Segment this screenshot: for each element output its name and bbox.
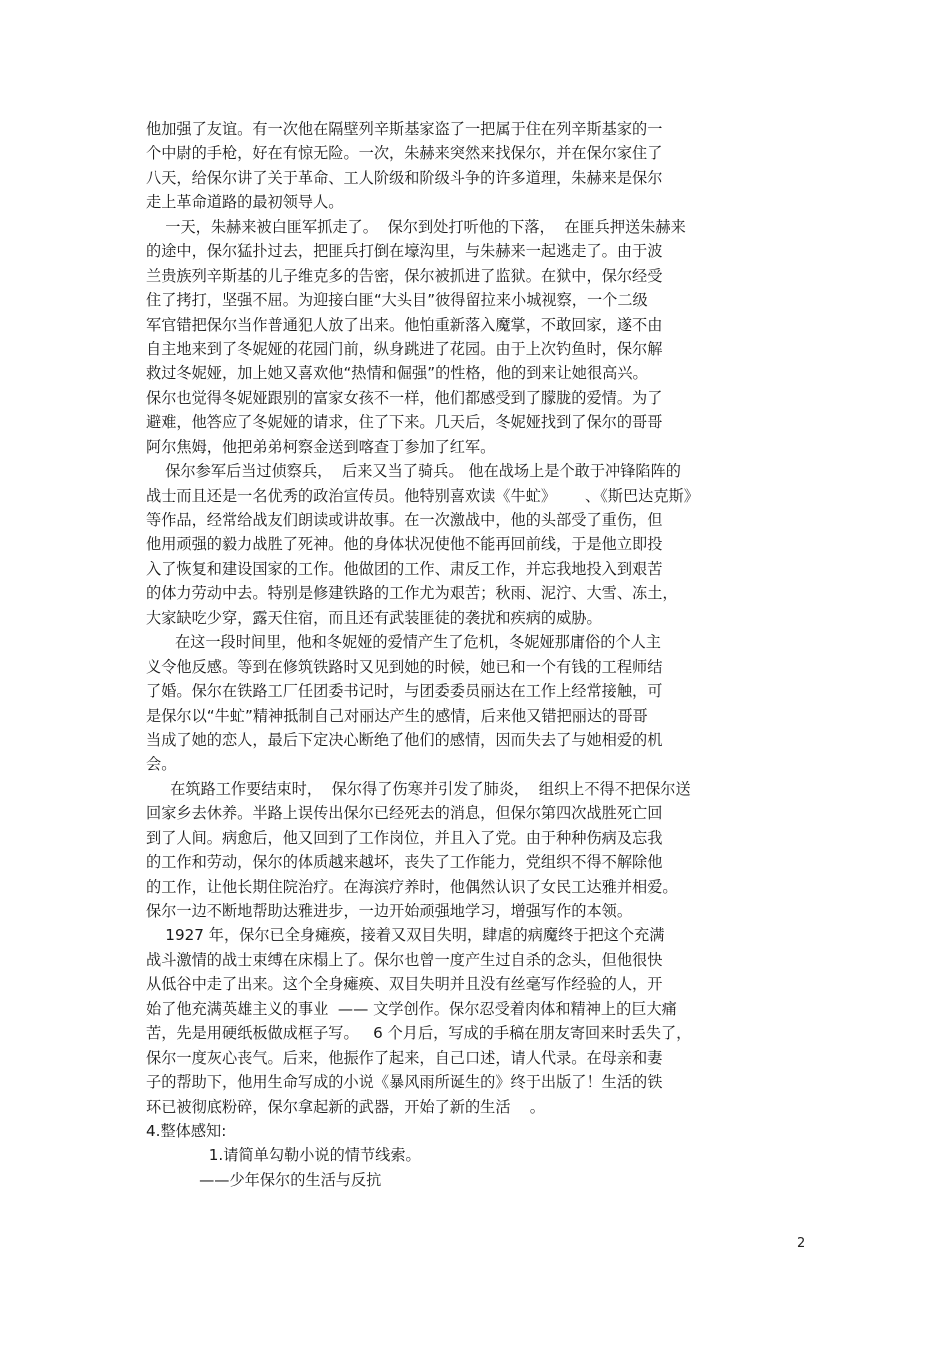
text-line: 1927 年，保尔已全身瘫痪，接着又双目失明，肆虐的病魔终于把这个充满: [146, 926, 665, 945]
text-line: 4.整体感知:: [146, 1121, 227, 1140]
text-line: 了婚。保尔在铁路工厂任团委书记时，与团委委员丽达在工作上经常接触，可: [146, 682, 663, 701]
text-line: 始了他充满英雄主义的事业 —— 文学创作。保尔忍受着肉体和精神上的巨大痛: [146, 999, 677, 1018]
text-line: 的工作和劳动，保尔的体质越来越坏，丧失了工作能力，党组织不得不解除他: [146, 853, 663, 872]
text-line: 八天，给保尔讲了关于革命、工人阶级和阶级斗争的许多道理，朱赫来是保尔: [146, 168, 663, 187]
text-line: 入了恢复和建设国家的工作。他做团的工作、肃反工作，并忘我地投入到艰苦: [146, 559, 663, 578]
text-line: 在筑路工作要结束时， 保尔得了伤寒并引发了肺炎， 组织上不得不把保尔送: [146, 779, 691, 798]
text-line: 子的帮助下，他用生命写成的小说《暴风雨所诞生的》终于出版了！生活的铁: [146, 1073, 663, 1092]
text-line: 在这一段时间里，他和冬妮娅的爱情产生了危机，冬妮娅那庸俗的个人主: [146, 633, 661, 652]
text-line: 保尔一边不断地帮助达雅进步，一边开始顽强地学习，增强写作的本领。: [146, 902, 632, 920]
text-line: 军官错把保尔当作普通犯人放了出来。他怕重新落入魔掌，不敢回家，遂不由: [146, 315, 663, 334]
text-line: 的途中，保尔猛扑过去，把匪兵打倒在壕沟里，与朱赫来一起逃走了。由于波: [146, 242, 663, 261]
text-line: 的体力劳动中去。特别是修建铁路的工作尤为艰苦；秋雨、泥泞、大雪、冻土，: [146, 584, 678, 603]
text-line: 环已被彻底粉碎，保尔拿起新的武器，开始了新的生活 。: [146, 1097, 545, 1116]
text-line: 等作品，经常给战友们朗读或讲故事。在一次激战中，他的头部受了重伤，但: [146, 511, 663, 529]
text-line: 他用顽强的毅力战胜了死神。他的身体状况使他不能再回前线，于是他立即投: [146, 535, 663, 554]
body-text: [146, 117, 806, 1192]
text-line: 会。: [146, 755, 177, 774]
text-line: 救过冬妮娅，加上她又喜欢他“热情和倔强”的性格，他的到来让她很高兴。: [146, 364, 648, 383]
text-line: 从低谷中走了出来。这个全身瘫痪、双目失明并且没有丝毫写作经验的人，开: [146, 975, 663, 994]
text-line: 义令他反感。等到在修筑铁路时又见到她的时候，她已和一个有钱的工程师结: [146, 657, 663, 676]
text-line: 战士而且还是一名优秀的政治宣传员。他特别喜欢读《牛虻》 、《斯巴达克斯》: [146, 486, 699, 505]
text-line: 自主地来到了冬妮娅的花园门前，纵身跳进了花园。由于上次钓鱼时，保尔解: [146, 339, 663, 358]
text-line: 是保尔以“牛虻”精神抵制自己对丽达产生的感情，后来他又错把丽达的哥哥: [146, 706, 648, 725]
text-line: 阿尔焦姆，他把弟弟柯察金送到喀查丁参加了红军。: [146, 437, 496, 456]
text-line: 兰贵族列辛斯基的儿子维克多的告密，保尔被抓进了监狱。在狱中，保尔经受: [146, 266, 663, 285]
text-line: 战斗激情的战士束缚在床榻上了。保尔也曾一度产生过自杀的念头，但他很快: [146, 950, 663, 969]
text-line: 保尔一度灰心丧气。后来，他振作了起来，自己口述，请人代录。在母亲和妻: [146, 1048, 663, 1067]
text-line: 住了拷打，坚强不屈。为迎接白匪“大头目”彼得留拉来小城视察，一个二级: [146, 291, 648, 310]
text-line: 1.请简单勾勒小说的情节线索。: [146, 1146, 421, 1165]
text-line: 回家乡去休养。半路上误传出保尔已经死去的消息，但保尔第四次战胜死亡回: [146, 804, 663, 823]
text-line: 他加强了友谊。有一次他在隔壁列辛斯基家盗了一把属于住在列辛斯基家的一: [146, 120, 663, 138]
text-line: 的工作，让他长期住院治疗。在海滨疗养时，他偶然认识了女民工达雅并相爱。: [146, 877, 678, 896]
text-line: 走上革命道路的最初领导人。: [146, 193, 344, 212]
text-line: 当成了她的恋人，最后下定决心断绝了他们的感情，因而失去了与她相爱的机: [146, 730, 663, 749]
text-line: 个中尉的手枪，好在有惊无险。一次，朱赫来突然来找保尔，并在保尔家住了: [146, 144, 663, 163]
text-line: 大家缺吃少穿，露天住宿，而且还有武装匪徒的袭扰和疾病的威胁。: [146, 608, 602, 627]
text-line: ——少年保尔的生活与反抗: [146, 1170, 382, 1189]
text-line: 保尔参军后当过侦察兵， 后来又当了骑兵。 他在战场上是个敢于冲锋陷阵的: [146, 462, 681, 481]
text-line: 苦，先是用硬纸板做成框子写。 6 个月后，写成的手稿在朋友寄回来时丢失了，: [146, 1024, 692, 1043]
page-number: 2: [797, 1236, 806, 1251]
text-line: 保尔也觉得冬妮娅跟别的富家女孩不一样，他们都感受到了朦胧的爱情。为了: [146, 388, 663, 407]
text-line: 避难，他答应了冬妮娅的请求，住了下来。几天后，冬妮娅找到了保尔的哥哥: [146, 413, 663, 432]
text-line: 一天，朱赫来被白匪军抓走了。 保尔到处打听他的下落， 在匪兵押送朱赫来: [146, 217, 686, 236]
text-line: 到了人间。病愈后，他又回到了工作岗位，并且入了党。由于种种伤病及忘我: [146, 828, 663, 847]
